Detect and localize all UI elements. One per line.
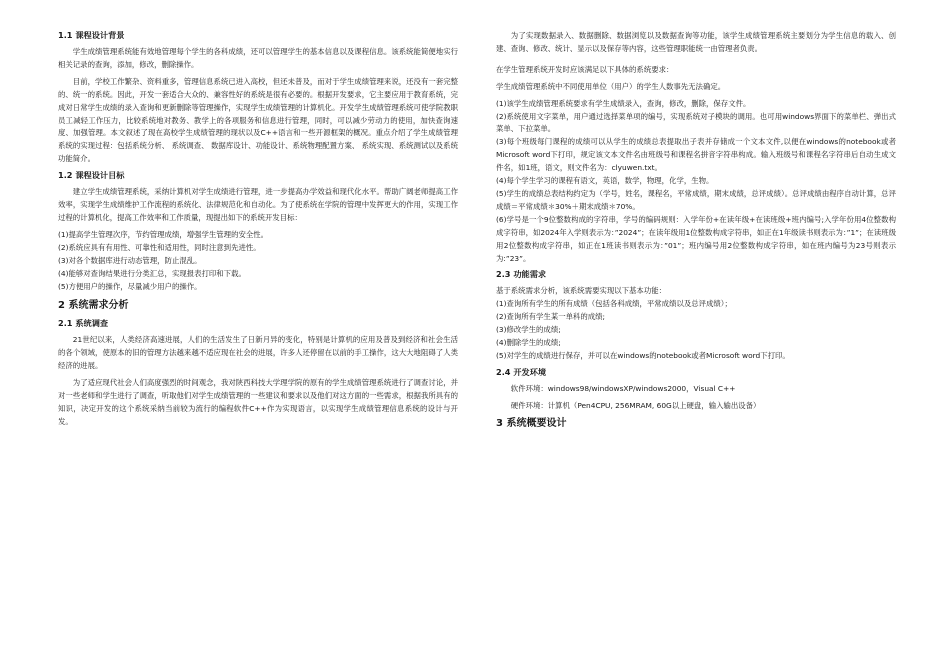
list-item: (2)系统使用文字菜单，用户通过选择菜单项的编号，实现系统对子模块的调用。也可用windows界面下的菜单栏、弹出式菜单、下拉菜单。	[496, 111, 896, 134]
paragraph: 软件环境：windows98/windowsXP/windows2000，Visual C++	[510, 383, 736, 393]
list-item: (1)提高学生管理次序，节约管理成绩，增强学生管理的安全性。	[58, 229, 269, 239]
list-item: (5)方便用户的操作，尽量减少用户的操作。	[58, 281, 202, 291]
paragraph: 学生成绩管理系统能有效地管理每个学生的各科成绩，还可以管理学生的基本信息以及课程信息。该系统能简便地实行相关记录的查询，添加，修改，删除操作。	[58, 47, 458, 69]
section-heading-2-4: 2.4 开发环境	[496, 366, 547, 377]
paragraph: 21世纪以来，人类经济高速进展，人们的生活发生了日新月异的变化，特别是计算机的应用及普及到经济和社会生活的各个领域，使原本的旧的管理方法越来越不适应现在社会的进展，许多人还停留在以前的手工操作，这大大地阻碍了人类经济的进展。	[58, 335, 458, 371]
list-item: (3)修改学生的成绩;	[496, 325, 561, 335]
section-heading-1-2: 1.2 课程设计目标	[58, 170, 125, 181]
section-heading-1-1: 1.1 课程设计背景	[58, 30, 125, 40]
list-item: (4)能够对查询结果进行分类汇总，实现报表打印和下载。	[58, 268, 246, 278]
paragraph: 为了适应现代社会人们高度强烈的时间观念，我对陕西科技大学理学院的原有的学生成绩管理系统进行了调查讨论，并对一些老师和学生进行了调查，听取他们对学生成绩管理的一些建议和要求以及他们对这方面的一些需求，根据我所具有的知识，决定开发的这个系统采纳当前较为流行的编程软件C++作为实现语言，以实现学生成绩管理信息系统的设计与开发。	[58, 378, 458, 426]
list-item: (5)学生的成绩总表结构约定为（学号，姓名，课程名，平常成绩，期末成绩，总评成绩）。总评成绩由程序自动计算，总评成绩＝平常成绩＊30%＋期末成绩＊70%。	[496, 188, 896, 211]
left-column	[58, 30, 458, 433]
list-item: (1)查询所有学生的所有成绩（包括各科成绩，平常成绩以及总评成绩）；	[496, 299, 732, 309]
paragraph: 目前，学校工作繁杂、资料重多，管理信息系统已进入高校，但还未普及，而对于学生成绩管理来说，还没有一套完整的、统一的系统。因此，开发一套适合大众的、兼容性好的系统是很有必要的。根据开发要求，它主要应用于教育系统，完成对日常学生成绩的录入查询和更新删除等管理操作，实现学生成绩管理的计算机化。开发学生成绩管理系统可使学院教职员工减轻工作压力，比较系统地对教务、教学上的各项服务和信息进行管理，同时，可以减少劳动力的使用，加快查询速度、加强管理。本文叙述了现在高校学生成绩管理的现状以及C++语言和一些开源框架的概况。重点介绍了学生成绩管理系统的实现过程：包括系统分析、 系统调查、 数据库设计、功能设计、系统物理配置方案、 系统实现、系统测试以及系统功能简介。	[58, 76, 458, 164]
section-heading-2-3: 2.3 功能需求	[496, 269, 547, 280]
list-item: (2)查询所有学生某一单科的成绩;	[496, 312, 606, 322]
list-item: (4)删除学生的成绩;	[496, 338, 561, 348]
paragraph: 建立学生成绩管理系统，采纳计算机对学生成绩进行管理，进一步提高办学效益和现代化水平。帮助广阔老师提高工作效率，实现学生成绩维护工作流程的系统化、法律规范化和自动化。为了使系统在学院的管理中发挥更大的作用，实现工作过程的计算机化，提高工作效率和工作质量，现提出如下的系统开发目标：	[58, 187, 458, 222]
section-heading-2-1: 2.1 系统调查	[58, 318, 109, 329]
paragraph: 学生成绩管理系统中不同使用单位（用户）的学生人数事先无法确定。	[496, 81, 726, 91]
paragraph: 硬件环境：计算机（Pen4CPU, 256MRAM, 60G以上硬盘，输入输出设备）	[510, 400, 761, 410]
list-item: (4)每个学生学习的课程有语文，英语，数学，物理，化学，生物。	[496, 176, 714, 186]
list-item: (5)对学生的成绩进行保存，并可以在windows的notebook或者Microsoft word下打印。	[496, 350, 790, 360]
list-item: (1)该学生成绩管理系统要求有学生成绩录入，查询，修改，删除，保存文件。	[496, 98, 751, 108]
chapter-heading-3: 3 系统概要设计	[496, 417, 567, 429]
paragraph: 为了实现数据录入、数据删除、数据浏览以及数据查询等功能，该学生成绩管理系统主要划分为学生信息的载入、创建、查询、修改、统计、显示以及保存等内容，这些管理职能统一由管理者负责。	[496, 31, 896, 53]
paragraph: 基于系统需求分析，该系统需要实现以下基本功能：	[496, 286, 666, 296]
list-item: (3)对各个数据库进行动态管理，防止混乱。	[58, 255, 202, 265]
chapter-heading-2: 2 系统需求分析	[58, 300, 129, 312]
list-item: (6)学号是一个9位整数构成的字符串，学号的编码规则：入学年份+在读年级+在读班级+班内编号;入学年份用4位整数构成字符串，如2024年入学则表示为：”2024”；在读年级用1位整数构成字符串，如正在1年级读书则表示为：”1”；在读班级用2位整数构成字符串，如正在1班读书则表示为：”01”；班内编号用2位整数构成字符串，如在班内编号为23号则表示为:”23”。	[496, 214, 896, 263]
list-item: (3)每个班级每门课程的成绩可以从学生的成绩总表提取出子表并存储成一个文本文件,以便在windows的notebook或者Microsoft word下打印，规定该文本文件名由班级号和课程名拼音字符串构成。输入班级号和课程名字符串后自动生成文件名，如1班，语文，则文件名为：clyuwen.txt。	[496, 137, 896, 173]
right-column	[496, 30, 896, 436]
list-item: (2)系统应具有有用性、可靠性和适用性，同时注意到先进性。	[58, 242, 261, 252]
paragraph: 在学生管理系统开发时应该满足以下具体的系统要求：	[496, 64, 674, 74]
